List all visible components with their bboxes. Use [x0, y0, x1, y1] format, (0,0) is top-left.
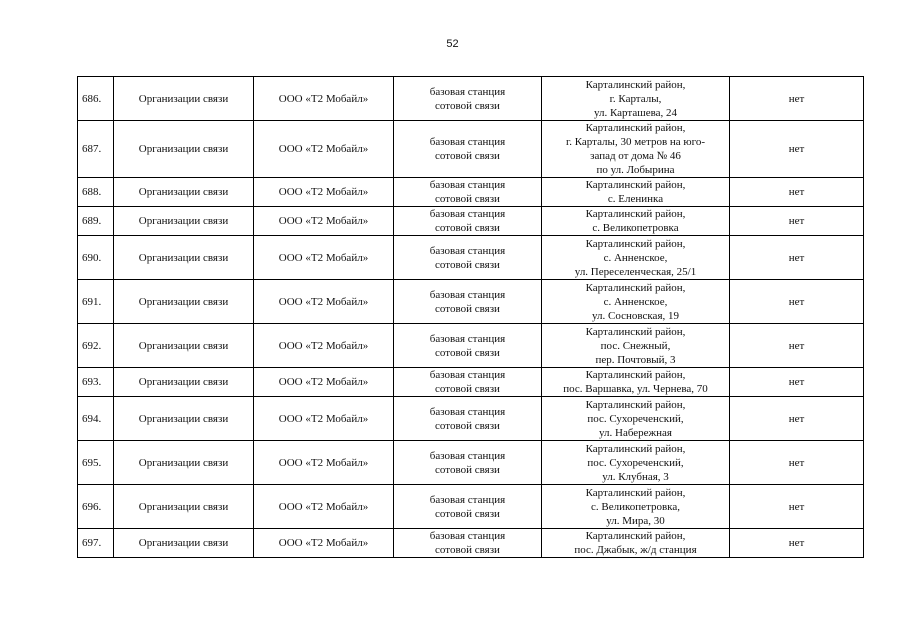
status-cell: нет: [730, 121, 864, 178]
object-type-cell-line: базовая станция: [429, 493, 506, 506]
object-type-cell: [394, 397, 542, 441]
address-cell-line: Карталинский район,: [585, 78, 686, 91]
address-cell-line: г. Карталы,: [609, 92, 662, 105]
object-type-cell-line: базовая станция: [429, 136, 506, 148]
object-type-cell-line: сотовой связи: [435, 222, 500, 234]
address-cell-line: Карталинский район,: [585, 208, 686, 220]
address-cell: [542, 236, 730, 280]
organization-cell: ООО «Т2 Мобайл»: [254, 236, 394, 280]
table-row: [78, 397, 864, 441]
category-cell: Организации связи: [114, 529, 254, 558]
object-type-cell-line: сотовой связи: [435, 419, 500, 432]
address-cell: [542, 324, 730, 368]
address-cell: [542, 178, 730, 207]
address-cell-line: по ул. Лобырина: [596, 164, 675, 176]
category-cell: Организации связи: [114, 207, 254, 236]
object-type-cell-line: базовая станция: [429, 530, 506, 542]
organization-cell: ООО «Т2 Мобайл»: [254, 529, 394, 558]
organization-cell: ООО «Т2 Мобайл»: [254, 280, 394, 324]
category-cell: Организации связи: [114, 236, 254, 280]
table-row: [78, 178, 864, 207]
table-row: [78, 485, 864, 529]
status-cell: нет: [730, 77, 864, 121]
row-number: 691.: [78, 280, 114, 324]
address-cell-line: запад от дома № 46: [590, 150, 681, 162]
address-cell: [542, 485, 730, 529]
address-cell-line: г. Карталы, 30 метров на юго-: [565, 136, 706, 148]
object-type-cell-line: базовая станция: [429, 332, 506, 345]
address-cell-line: с. Анненское,: [603, 251, 668, 264]
object-type-cell: [394, 441, 542, 485]
status-cell: нет: [730, 207, 864, 236]
address-cell-line: ул. Набережная: [599, 426, 672, 439]
object-type-cell: [394, 207, 542, 236]
category-cell: Организации связи: [114, 121, 254, 178]
organization-cell: ООО «Т2 Мобайл»: [254, 441, 394, 485]
category-cell: Организации связи: [114, 178, 254, 207]
address-cell-line: Карталинский район,: [585, 442, 686, 455]
object-type-cell: [394, 324, 542, 368]
object-type-cell: [394, 485, 542, 529]
category-cell: Организации связи: [114, 485, 254, 529]
address-cell: [542, 77, 730, 121]
address-cell-line: Карталинский район,: [585, 530, 686, 542]
object-type-cell-line: базовая станция: [429, 369, 506, 381]
status-cell: нет: [730, 178, 864, 207]
table-row: [78, 121, 864, 178]
address-cell-line: пос. Варшавка, ул. Чернева, 70: [563, 383, 708, 395]
address-cell-line: пос. Сухореченский,: [587, 412, 684, 425]
object-type-cell-line: базовая станция: [429, 405, 506, 418]
table-row: [78, 441, 864, 485]
category-cell: Организации связи: [114, 324, 254, 368]
category-cell: Организации связи: [114, 368, 254, 397]
address-cell-line: ул. Мира, 30: [606, 514, 665, 527]
row-number: 687.: [78, 121, 114, 178]
object-type-cell-line: сотовой связи: [435, 463, 500, 476]
address-cell: [542, 121, 730, 178]
table-row: [78, 368, 864, 397]
row-number: 692.: [78, 324, 114, 368]
category-cell: Организации связи: [114, 77, 254, 121]
object-type-cell-line: базовая станция: [429, 179, 506, 191]
row-number: 690.: [78, 236, 114, 280]
address-cell-line: Карталинский район,: [585, 122, 686, 134]
address-cell-line: Карталинский район,: [585, 281, 686, 294]
address-cell-line: ул. Сосновская, 19: [591, 309, 680, 322]
object-type-cell-line: базовая станция: [429, 449, 506, 462]
table-row: [78, 207, 864, 236]
address-cell: [542, 529, 730, 558]
object-type-cell-line: сотовой связи: [435, 258, 500, 271]
object-type-cell: [394, 77, 542, 121]
address-cell-line: с. Великопетровка: [592, 222, 679, 234]
address-cell-line: Карталинский район,: [585, 486, 686, 499]
address-cell-line: пос. Снежный,: [600, 339, 671, 352]
object-type-cell-line: сотовой связи: [435, 150, 500, 162]
object-type-cell-line: сотовой связи: [435, 99, 500, 112]
object-type-cell-line: базовая станция: [429, 288, 506, 301]
address-cell-line: ул. Клубная, 3: [602, 470, 669, 483]
object-type-cell-line: сотовой связи: [435, 193, 500, 205]
organization-cell: ООО «Т2 Мобайл»: [254, 324, 394, 368]
address-cell-line: с. Еленинка: [607, 193, 664, 205]
row-number: 688.: [78, 178, 114, 207]
address-cell: [542, 368, 730, 397]
address-cell-line: с. Анненское,: [603, 295, 668, 308]
row-number: 694.: [78, 397, 114, 441]
object-type-cell-line: базовая станция: [429, 85, 506, 98]
object-type-cell-line: сотовой связи: [435, 544, 500, 556]
address-cell-line: с. Великопетровка,: [591, 500, 680, 513]
organization-cell: ООО «Т2 Мобайл»: [254, 207, 394, 236]
object-type-cell: [394, 529, 542, 558]
object-type-cell: [394, 236, 542, 280]
organization-cell: ООО «Т2 Мобайл»: [254, 397, 394, 441]
object-type-cell: [394, 368, 542, 397]
address-cell-line: Карталинский район,: [585, 237, 686, 250]
table-row: [78, 529, 864, 558]
organization-cell: ООО «Т2 Мобайл»: [254, 178, 394, 207]
row-number: 695.: [78, 441, 114, 485]
organization-cell: ООО «Т2 Мобайл»: [254, 485, 394, 529]
category-cell: Организации связи: [114, 280, 254, 324]
row-number: 696.: [78, 485, 114, 529]
object-type-cell: [394, 280, 542, 324]
object-type-cell-line: сотовой связи: [435, 383, 500, 395]
category-cell: Организации связи: [114, 441, 254, 485]
address-cell-line: Карталинский район,: [585, 398, 686, 411]
category-cell: Организации связи: [114, 397, 254, 441]
address-cell-line: пос. Джабык, ж/д станция: [574, 544, 697, 556]
address-cell: [542, 280, 730, 324]
row-number: 689.: [78, 207, 114, 236]
object-type-cell-line: сотовой связи: [435, 302, 500, 315]
row-number: 697.: [78, 529, 114, 558]
address-cell: [542, 397, 730, 441]
object-type-cell: [394, 121, 542, 178]
status-cell: нет: [730, 441, 864, 485]
status-cell: нет: [730, 485, 864, 529]
object-type-cell-line: сотовой связи: [435, 507, 500, 520]
address-cell-line: Карталинский район,: [585, 369, 686, 381]
object-type-cell-line: базовая станция: [429, 244, 506, 257]
table-body: [78, 77, 864, 558]
row-number: 686.: [78, 77, 114, 121]
status-cell: нет: [730, 236, 864, 280]
table-row: [78, 236, 864, 280]
table-row: [78, 324, 864, 368]
address-cell-line: пер. Почтовый, 3: [595, 353, 676, 366]
address-cell-line: Карталинский район,: [585, 325, 686, 338]
status-cell: нет: [730, 280, 864, 324]
status-cell: нет: [730, 397, 864, 441]
address-cell-line: ул. Переселенческая, 25/1: [574, 265, 697, 278]
table-row: [78, 280, 864, 324]
organization-cell: ООО «Т2 Мобайл»: [254, 77, 394, 121]
status-cell: нет: [730, 529, 864, 558]
table-row: [78, 77, 864, 121]
object-type-cell: [394, 178, 542, 207]
address-cell-line: Карталинский район,: [585, 179, 686, 191]
address-cell-line: пос. Сухореченский,: [587, 456, 684, 469]
status-cell: нет: [730, 324, 864, 368]
organization-cell: ООО «Т2 Мобайл»: [254, 368, 394, 397]
object-type-cell-line: базовая станция: [429, 208, 506, 220]
address-cell-line: ул. Карташева, 24: [593, 106, 678, 119]
facilities-table: [77, 76, 864, 558]
status-cell: нет: [730, 368, 864, 397]
address-cell: [542, 207, 730, 236]
address-cell: [542, 441, 730, 485]
object-type-cell-line: сотовой связи: [435, 346, 500, 359]
row-number: 693.: [78, 368, 114, 397]
page-number: 52: [446, 38, 459, 50]
organization-cell: ООО «Т2 Мобайл»: [254, 121, 394, 178]
